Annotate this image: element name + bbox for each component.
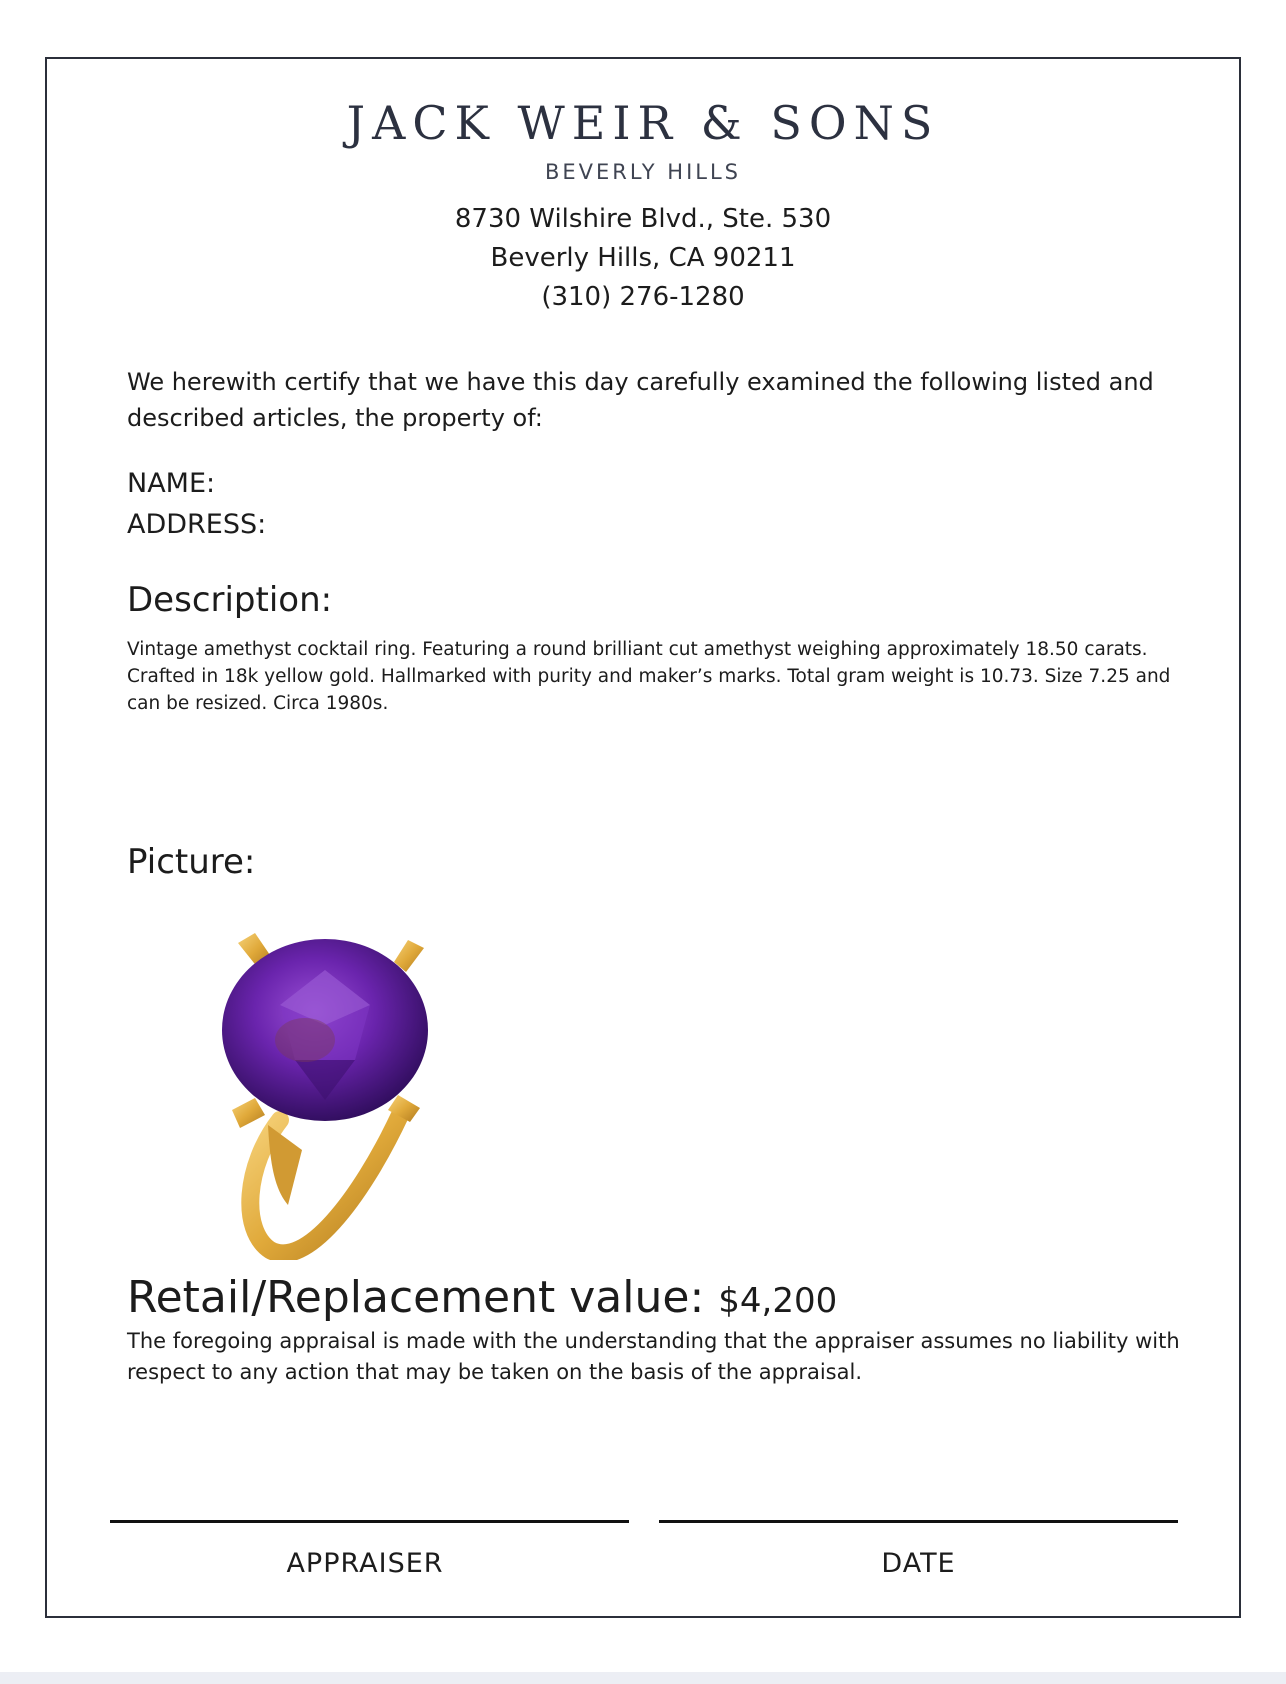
- valuation-amount: $4,200: [718, 1281, 838, 1321]
- disclaimer-text: The foregoing appraisal is made with the understanding that the appraiser assumes no liability with respect to any action that may be taken on the basis of the appraisal.: [127, 1329, 1180, 1384]
- valuation-row: [127, 1272, 837, 1323]
- valuation-label: Retail/Replacement value:: [127, 1272, 705, 1323]
- description-text: Vintage amethyst cocktail ring. Featuring a round brilliant cut amethyst weighing approximately 18.50 carats. Crafted in 18k yellow gold. Hallmarked with purity and maker’s marks. Total gram weight is 10.73. Size 7.25 and can be resized. Circa 1980s.: [127, 639, 1171, 714]
- date-signature-line: [659, 1520, 1178, 1523]
- brand-location: BEVERLY HILLS: [544, 160, 742, 184]
- picture-heading: Picture:: [127, 842, 256, 882]
- address-line-1: 8730 Wilshire Blvd., Ste. 530: [454, 204, 832, 234]
- appraiser-signature-line: [110, 1520, 629, 1523]
- phone-number: (310) 276-1280: [541, 282, 745, 312]
- brand-name: JACK WEIR & SONS: [346, 96, 940, 150]
- address-field-label: ADDRESS:: [127, 509, 267, 540]
- certification-text: We herewith certify that we have this day carefully examined the following listed and described articles, the property of:: [127, 368, 1154, 432]
- address-line-2: Beverly Hills, CA 90211: [490, 243, 796, 273]
- ring-illustration: [210, 930, 470, 1260]
- amethyst-ring-image: [210, 930, 470, 1260]
- name-field-label: NAME:: [127, 468, 216, 499]
- description-heading: Description:: [127, 580, 333, 620]
- page-bottom-strip: [0, 1672, 1286, 1684]
- date-label: DATE: [881, 1548, 956, 1579]
- appraiser-label: APPRAISER: [286, 1548, 444, 1579]
